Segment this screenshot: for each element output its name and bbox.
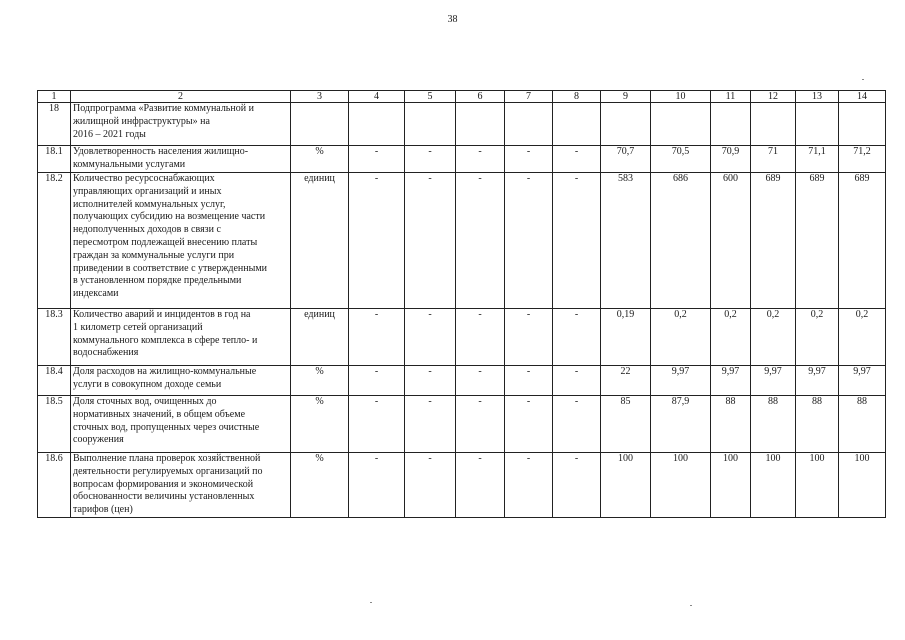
- value-cell: 71,1: [796, 146, 839, 173]
- value-cell: -: [456, 453, 505, 518]
- indicator-name: [71, 173, 291, 309]
- indicator-name-line: деятельности регулируемых организаций по: [73, 465, 263, 477]
- row-number: 18.5: [38, 396, 71, 453]
- value-cell: 100: [651, 453, 711, 518]
- indicator-name-line: услуги в совокупном доходе семьи: [73, 378, 222, 390]
- row-number: 18.4: [38, 366, 71, 396]
- indicator-name: [71, 103, 291, 146]
- value-cell: -: [456, 366, 505, 396]
- value-cell: [839, 103, 886, 146]
- value-cell: 22: [601, 366, 651, 396]
- value-cell: -: [405, 366, 456, 396]
- unit-cell: %: [291, 453, 349, 518]
- indicator-name-line: недополученных доходов в связи с: [73, 224, 221, 236]
- row-number: 18.6: [38, 453, 71, 518]
- value-cell: 689: [839, 173, 886, 309]
- value-cell: -: [505, 453, 553, 518]
- indicator-name-line: 1 километр сетей организаций: [73, 321, 203, 333]
- header-cell: 10: [651, 91, 711, 103]
- indicator-name-line: коммунального комплекса в сфере тепло- и: [73, 334, 258, 346]
- page-number: 38: [447, 14, 458, 25]
- value-cell: -: [349, 173, 405, 309]
- value-cell: [405, 103, 456, 146]
- header-cell: 5: [405, 91, 456, 103]
- indicator-name-line: в установленном порядке предельными: [73, 275, 242, 287]
- indicator-name: [71, 396, 291, 453]
- header-cell: 12: [751, 91, 796, 103]
- value-cell: 87,9: [651, 396, 711, 453]
- value-cell: -: [349, 146, 405, 173]
- indicator-name-line: обоснованности величины установленных: [73, 491, 255, 503]
- value-cell: -: [405, 396, 456, 453]
- indicator-name: [71, 146, 291, 173]
- value-cell: [651, 103, 711, 146]
- header-row: [38, 91, 886, 103]
- value-cell: -: [405, 309, 456, 366]
- header-cell: 13: [796, 91, 839, 103]
- value-cell: -: [553, 146, 601, 173]
- value-cell: -: [553, 453, 601, 518]
- unit-cell: %: [291, 146, 349, 173]
- row-number: 18: [38, 103, 71, 146]
- value-cell: 100: [601, 453, 651, 518]
- table-row: [38, 396, 886, 453]
- value-cell: -: [405, 146, 456, 173]
- unit-cell: единиц: [291, 309, 349, 366]
- indicator-name-line: тарифов (цен): [73, 504, 133, 516]
- value-cell: -: [349, 453, 405, 518]
- value-cell: -: [456, 396, 505, 453]
- value-cell: 0,19: [601, 309, 651, 366]
- value-cell: 85: [601, 396, 651, 453]
- indicator-name-line: жилищной инфраструктуры» на: [73, 115, 210, 127]
- indicator-name-line: пересмотром подлежащей внесению платы: [73, 236, 258, 248]
- value-cell: 583: [601, 173, 651, 309]
- indicator-name-line: сооружения: [73, 434, 124, 446]
- value-cell: 9,97: [751, 366, 796, 396]
- value-cell: -: [505, 173, 553, 309]
- indicator-name-line: Доля расходов на жилищно-коммунальные: [73, 366, 257, 377]
- value-cell: 100: [839, 453, 886, 518]
- table-row: [38, 366, 886, 396]
- value-cell: 9,97: [839, 366, 886, 396]
- value-cell: 0,2: [711, 309, 751, 366]
- header-cell: 7: [505, 91, 553, 103]
- value-cell: [796, 103, 839, 146]
- indicator-name-line: Доля сточных вод, очищенных до: [73, 396, 217, 407]
- table-row: [38, 103, 886, 146]
- value-cell: 100: [711, 453, 751, 518]
- indicator-name-line: индексами: [73, 288, 119, 300]
- value-cell: [505, 103, 553, 146]
- indicator-name-line: коммунальными услугами: [73, 158, 186, 170]
- header-cell: 9: [601, 91, 651, 103]
- value-cell: -: [505, 146, 553, 173]
- value-cell: 0,2: [651, 309, 711, 366]
- value-cell: [601, 103, 651, 146]
- indicator-name: [71, 453, 291, 518]
- indicator-name-line: Выполнение плана проверок хозяйственной: [73, 453, 261, 464]
- value-cell: 88: [751, 396, 796, 453]
- indicator-name-line: граждан за коммунальные услуги при: [73, 249, 235, 261]
- value-cell: 70,7: [601, 146, 651, 173]
- value-cell: -: [405, 173, 456, 309]
- value-cell: -: [553, 309, 601, 366]
- value-cell: [349, 103, 405, 146]
- header-cell: 11: [711, 91, 751, 103]
- unit-cell: %: [291, 366, 349, 396]
- row-number: 18.1: [38, 146, 71, 173]
- value-cell: 600: [711, 173, 751, 309]
- value-cell: 88: [796, 396, 839, 453]
- indicator-name-line: 2016 – 2021 годы: [73, 128, 146, 140]
- indicator-name-line: получающих субсидию на возмещение части: [73, 211, 266, 223]
- indicator-name-line: Удовлетворенность населения жилищно-: [73, 146, 249, 157]
- value-cell: -: [553, 173, 601, 309]
- header-cell: 14: [839, 91, 886, 103]
- table-row: [38, 173, 886, 309]
- value-cell: 9,97: [796, 366, 839, 396]
- header-cell: 8: [553, 91, 601, 103]
- value-cell: -: [505, 309, 553, 366]
- value-cell: 88: [711, 396, 751, 453]
- unit-cell: [291, 103, 349, 146]
- indicator-name-line: исполнителей коммунальных услуг,: [73, 198, 226, 210]
- value-cell: 9,97: [651, 366, 711, 396]
- indicator-name-line: приведении в соответствие с утвержденными: [73, 262, 268, 274]
- indicator-name: [71, 309, 291, 366]
- value-cell: 100: [796, 453, 839, 518]
- scan-speck: [370, 602, 372, 603]
- header-cell: 2: [71, 91, 291, 103]
- unit-cell: единиц: [291, 173, 349, 309]
- value-cell: 9,97: [711, 366, 751, 396]
- value-cell: [553, 103, 601, 146]
- value-cell: 70,9: [711, 146, 751, 173]
- value-cell: -: [553, 366, 601, 396]
- value-cell: -: [349, 309, 405, 366]
- value-cell: 0,2: [839, 309, 886, 366]
- indicator-name-line: Количество аварий и инцидентов в год на: [73, 309, 251, 320]
- indicator-name-line: Количество ресурсоснабжающих: [73, 173, 215, 184]
- value-cell: 70,5: [651, 146, 711, 173]
- scan-speck: [690, 605, 692, 606]
- value-cell: 88: [839, 396, 886, 453]
- value-cell: 100: [751, 453, 796, 518]
- value-cell: 689: [796, 173, 839, 309]
- header-cell: 3: [291, 91, 349, 103]
- value-cell: -: [349, 396, 405, 453]
- header-cell: 4: [349, 91, 405, 103]
- header-cell: 6: [456, 91, 505, 103]
- scan-speck: [862, 79, 864, 80]
- value-cell: -: [456, 146, 505, 173]
- value-cell: 71,2: [839, 146, 886, 173]
- row-number: 18.3: [38, 309, 71, 366]
- table-row: [38, 309, 886, 366]
- indicators-table: [37, 90, 886, 518]
- value-cell: 686: [651, 173, 711, 309]
- value-cell: -: [405, 453, 456, 518]
- value-cell: [456, 103, 505, 146]
- unit-cell: %: [291, 396, 349, 453]
- value-cell: [751, 103, 796, 146]
- value-cell: -: [456, 309, 505, 366]
- row-number: 18.2: [38, 173, 71, 309]
- value-cell: 0,2: [751, 309, 796, 366]
- table-row: [38, 146, 886, 173]
- indicator-name-line: нормативных значений, в общем объеме: [73, 408, 246, 420]
- header-cell: 1: [38, 91, 71, 103]
- value-cell: -: [553, 396, 601, 453]
- indicator-name-line: сточных вод, пропущенных через очистные: [73, 421, 260, 433]
- value-cell: -: [505, 366, 553, 396]
- value-cell: 0,2: [796, 309, 839, 366]
- value-cell: 689: [751, 173, 796, 309]
- value-cell: -: [505, 396, 553, 453]
- value-cell: [711, 103, 751, 146]
- indicator-name-line: вопросам формирования и экономической: [73, 478, 254, 490]
- value-cell: -: [456, 173, 505, 309]
- indicator-name-line: управляющих организаций и иных: [73, 185, 222, 197]
- indicator-name-line: водоснабжения: [73, 347, 139, 359]
- indicator-name: [71, 366, 291, 396]
- indicator-name-line: Подпрограмма «Развитие коммунальной и: [73, 103, 254, 114]
- value-cell: -: [349, 366, 405, 396]
- table-row: [38, 453, 886, 518]
- value-cell: 71: [751, 146, 796, 173]
